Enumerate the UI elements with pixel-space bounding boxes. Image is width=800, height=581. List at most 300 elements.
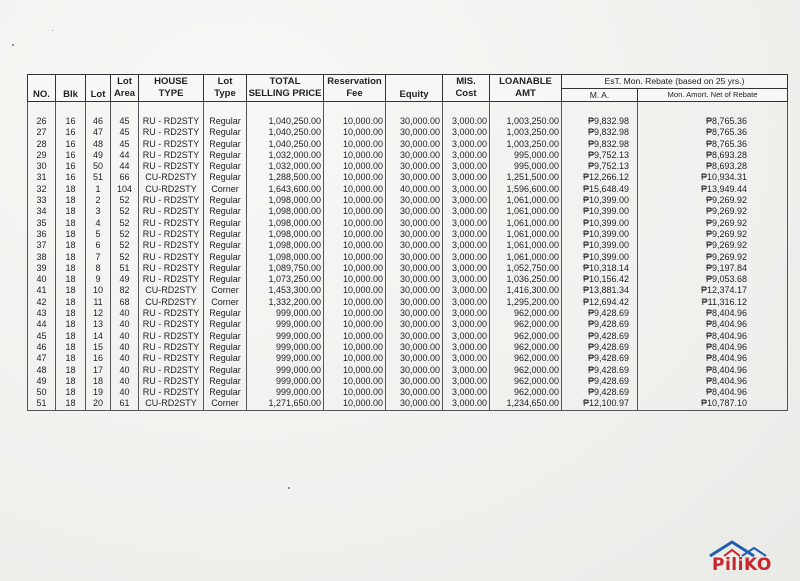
cell-loanable-amt: 1,596,600.00 [490, 184, 562, 195]
cell-mis-cost: 3,000.00 [443, 116, 490, 127]
cell-no: 36 [28, 229, 56, 240]
cell-mis-cost: 3,000.00 [443, 139, 490, 150]
col-total-selling-price [247, 75, 324, 102]
cell-reservation-fee: 10,000.00 [324, 252, 386, 263]
cell-loanable-amt: 1,036,250.00 [490, 274, 562, 285]
cell-total-selling-price: 1,098,000.00 [247, 252, 324, 263]
cell-house-type: CU-RD2STY [139, 297, 204, 308]
cell-net-rebate: ₱9,269.92 [638, 218, 788, 229]
cell-lot: 46 [86, 116, 111, 127]
cell-house-type: CU-RD2STY [139, 398, 204, 410]
cell-ma: ₱10,399.00 [562, 240, 638, 251]
table-row [28, 139, 788, 150]
cell-loanable-amt: 962,000.00 [490, 376, 562, 387]
cell-house-type: CU-RD2STY [139, 285, 204, 296]
cell-house-type: RU - RD2STY [139, 319, 204, 330]
cell-lot: 17 [86, 365, 111, 376]
cell-blk: 18 [56, 240, 86, 251]
cell-lot-type: Regular [204, 387, 247, 398]
cell-mis-cost: 3,000.00 [443, 127, 490, 138]
cell-total-selling-price: 999,000.00 [247, 308, 324, 319]
col-lot-area-line1: Lot [117, 76, 132, 87]
cell-house-type: RU - RD2STY [139, 206, 204, 217]
cell-ma: ₱9,832.98 [562, 127, 638, 138]
cell-no: 38 [28, 252, 56, 263]
cell-equity: 30,000.00 [386, 274, 443, 285]
cell-lot-type: Corner [204, 184, 247, 195]
table-row [28, 263, 788, 274]
cell-mis-cost: 3,000.00 [443, 218, 490, 229]
cell-house-type: RU - RD2STY [139, 263, 204, 274]
cell-lot-type: Regular [204, 353, 247, 364]
cell-reservation-fee: 10,000.00 [324, 376, 386, 387]
cell-lot-type: Regular [204, 263, 247, 274]
cell-no: 28 [28, 139, 56, 150]
cell-no: 34 [28, 206, 56, 217]
cell-total-selling-price: 1,040,250.00 [247, 127, 324, 138]
cell-lot-area: 52 [111, 240, 139, 251]
cell-reservation-fee: 10,000.00 [324, 206, 386, 217]
table-row [28, 274, 788, 285]
cell-equity: 30,000.00 [386, 240, 443, 251]
cell-total-selling-price: 1,040,250.00 [247, 139, 324, 150]
col-res-line1: Reservation [327, 76, 382, 87]
cell-no: 42 [28, 297, 56, 308]
cell-house-type: RU - RD2STY [139, 218, 204, 229]
cell-total-selling-price: 1,271,650.00 [247, 398, 324, 410]
cell-mis-cost: 3,000.00 [443, 331, 490, 342]
cell-lot-type: Regular [204, 342, 247, 353]
cell-lot: 1 [86, 184, 111, 195]
cell-blk: 18 [56, 229, 86, 240]
cell-reservation-fee: 10,000.00 [324, 161, 386, 172]
cell-loanable-amt: 962,000.00 [490, 365, 562, 376]
cell-lot: 7 [86, 252, 111, 263]
cell-equity: 30,000.00 [386, 263, 443, 274]
cell-ma: ₱10,399.00 [562, 206, 638, 217]
cell-lot-area: 40 [111, 353, 139, 364]
cell-no: 30 [28, 161, 56, 172]
cell-lot-area: 52 [111, 206, 139, 217]
cell-no: 27 [28, 127, 56, 138]
cell-loanable-amt: 1,061,000.00 [490, 195, 562, 206]
cell-mis-cost: 3,000.00 [443, 297, 490, 308]
cell-loanable-amt: 962,000.00 [490, 387, 562, 398]
cell-no: 41 [28, 285, 56, 296]
cell-net-rebate: ₱9,269.92 [638, 195, 788, 206]
cell-lot-type: Regular [204, 274, 247, 285]
cell-equity: 30,000.00 [386, 365, 443, 376]
cell-total-selling-price: 1,288,500.00 [247, 172, 324, 183]
cell-loanable-amt: 1,061,000.00 [490, 218, 562, 229]
cell-equity: 30,000.00 [386, 387, 443, 398]
cell-ma: ₱13,881.34 [562, 285, 638, 296]
cell-blk: 18 [56, 387, 86, 398]
cell-lot-type: Regular [204, 365, 247, 376]
cell-equity: 30,000.00 [386, 342, 443, 353]
cell-loanable-amt: 1,251,500.00 [490, 172, 562, 183]
cell-lot-type: Regular [204, 127, 247, 138]
cell-net-rebate: ₱9,269.92 [638, 229, 788, 240]
speck [288, 487, 290, 489]
cell-lot-type: Regular [204, 308, 247, 319]
cell-loanable-amt: 1,295,200.00 [490, 297, 562, 308]
cell-ma: ₱9,428.69 [562, 319, 638, 330]
cell-total-selling-price: 1,032,000.00 [247, 161, 324, 172]
cell-net-rebate: ₱13,949.44 [638, 184, 788, 195]
cell-total-selling-price: 1,332,200.00 [247, 297, 324, 308]
cell-total-selling-price: 999,000.00 [247, 331, 324, 342]
cell-reservation-fee: 10,000.00 [324, 274, 386, 285]
cell-reservation-fee: 10,000.00 [324, 353, 386, 364]
cell-blk: 16 [56, 127, 86, 138]
cell-blk: 18 [56, 285, 86, 296]
col-lot: Lot [86, 75, 111, 102]
cell-equity: 30,000.00 [386, 127, 443, 138]
cell-house-type: RU - RD2STY [139, 150, 204, 161]
cell-lot-area: 45 [111, 116, 139, 127]
col-tsp-line1: TOTAL [269, 76, 301, 87]
cell-no: 49 [28, 376, 56, 387]
cell-total-selling-price: 999,000.00 [247, 353, 324, 364]
cell-loanable-amt: 1,061,000.00 [490, 252, 562, 263]
table-row [28, 285, 788, 296]
cell-lot-area: 52 [111, 229, 139, 240]
cell-loanable-amt: 1,003,250.00 [490, 127, 562, 138]
cell-equity: 30,000.00 [386, 150, 443, 161]
cell-lot-area: 40 [111, 376, 139, 387]
cell-total-selling-price: 1,453,300.00 [247, 285, 324, 296]
cell-lot-type: Regular [204, 252, 247, 263]
cell-lot: 4 [86, 218, 111, 229]
cell-reservation-fee: 10,000.00 [324, 195, 386, 206]
cell-lot-area: 61 [111, 398, 139, 410]
cell-blk: 18 [56, 297, 86, 308]
cell-house-type: RU - RD2STY [139, 353, 204, 364]
cell-net-rebate: ₱8,765.36 [638, 127, 788, 138]
cell-lot-area: 44 [111, 161, 139, 172]
cell-lot: 15 [86, 342, 111, 353]
cell-house-type: RU - RD2STY [139, 127, 204, 138]
cell-no: 43 [28, 308, 56, 319]
cell-total-selling-price: 1,098,000.00 [247, 195, 324, 206]
cell-loanable-amt: 962,000.00 [490, 331, 562, 342]
cell-ma: ₱9,428.69 [562, 376, 638, 387]
cell-mis-cost: 3,000.00 [443, 285, 490, 296]
cell-total-selling-price: 1,073,250.00 [247, 274, 324, 285]
cell-lot: 13 [86, 319, 111, 330]
table-row [28, 116, 788, 127]
cell-total-selling-price: 999,000.00 [247, 342, 324, 353]
col-ma: M. A. [562, 88, 638, 102]
cell-blk: 18 [56, 252, 86, 263]
cell-house-type: RU - RD2STY [139, 229, 204, 240]
cell-reservation-fee: 10,000.00 [324, 116, 386, 127]
cell-blk: 18 [56, 263, 86, 274]
cell-no: 44 [28, 319, 56, 330]
cell-blk: 18 [56, 274, 86, 285]
cell-lot-type: Regular [204, 218, 247, 229]
cell-lot: 51 [86, 172, 111, 183]
table-row [28, 319, 788, 330]
cell-reservation-fee: 10,000.00 [324, 285, 386, 296]
cell-loanable-amt: 962,000.00 [490, 342, 562, 353]
cell-house-type: RU - RD2STY [139, 139, 204, 150]
cell-lot-area: 51 [111, 263, 139, 274]
cell-total-selling-price: 1,089,750.00 [247, 263, 324, 274]
cell-mis-cost: 3,000.00 [443, 319, 490, 330]
col-rebate-group: EsT. Mon. Rebate (based on 25 yrs.) [562, 75, 788, 89]
cell-total-selling-price: 999,000.00 [247, 319, 324, 330]
table-row [28, 365, 788, 376]
table-row [28, 184, 788, 195]
cell-lot-area: 40 [111, 365, 139, 376]
table-row [28, 376, 788, 387]
price-table [27, 74, 788, 411]
table-row [28, 297, 788, 308]
cell-ma: ₱9,752.13 [562, 161, 638, 172]
cell-house-type: RU - RD2STY [139, 387, 204, 398]
cell-loanable-amt: 1,416,300.00 [490, 285, 562, 296]
col-no: NO. [28, 75, 56, 102]
cell-mis-cost: 3,000.00 [443, 252, 490, 263]
cell-lot-type: Regular [204, 161, 247, 172]
cell-house-type: RU - RD2STY [139, 240, 204, 251]
table-row [28, 240, 788, 251]
cell-ma: ₱12,694.42 [562, 297, 638, 308]
cell-no: 40 [28, 274, 56, 285]
cell-net-rebate: ₱10,787.10 [638, 398, 788, 410]
cell-lot: 2 [86, 195, 111, 206]
cell-house-type: RU - RD2STY [139, 308, 204, 319]
cell-house-type: RU - RD2STY [139, 342, 204, 353]
table-row [28, 195, 788, 206]
cell-reservation-fee: 10,000.00 [324, 308, 386, 319]
cell-lot: 20 [86, 398, 111, 410]
col-lot-type-line2: Type [214, 88, 236, 99]
cell-reservation-fee: 10,000.00 [324, 387, 386, 398]
cell-mis-cost: 3,000.00 [443, 365, 490, 376]
col-mis-line2: Cost [455, 88, 477, 99]
col-loan-line2: AMT [515, 88, 536, 99]
col-equity: Equity [386, 75, 443, 102]
table-row [28, 387, 788, 398]
cell-mis-cost: 3,000.00 [443, 240, 490, 251]
cell-mis-cost: 3,000.00 [443, 263, 490, 274]
cell-no: 39 [28, 263, 56, 274]
cell-lot-area: 66 [111, 172, 139, 183]
cell-house-type: RU - RD2STY [139, 195, 204, 206]
cell-lot: 9 [86, 274, 111, 285]
col-lot-area [111, 75, 139, 102]
cell-lot: 5 [86, 229, 111, 240]
cell-no: 33 [28, 195, 56, 206]
cell-mis-cost: 3,000.00 [443, 387, 490, 398]
cell-lot-area: 40 [111, 308, 139, 319]
cell-lot-area: 45 [111, 139, 139, 150]
cell-equity: 30,000.00 [386, 116, 443, 127]
cell-lot: 10 [86, 285, 111, 296]
cell-net-rebate: ₱10,934.31 [638, 172, 788, 183]
cell-ma: ₱15,648.49 [562, 184, 638, 195]
cell-ma: ₱9,428.69 [562, 331, 638, 342]
cell-ma: ₱12,266.12 [562, 172, 638, 183]
piliko-logo [702, 538, 792, 576]
cell-equity: 30,000.00 [386, 376, 443, 387]
cell-lot-type: Regular [204, 376, 247, 387]
cell-no: 32 [28, 184, 56, 195]
cell-equity: 30,000.00 [386, 206, 443, 217]
col-house-type [139, 75, 204, 102]
cell-lot-type: Corner [204, 398, 247, 410]
cell-lot-area: 49 [111, 274, 139, 285]
cell-loanable-amt: 962,000.00 [490, 308, 562, 319]
cell-ma: ₱9,428.69 [562, 353, 638, 364]
table-row [28, 150, 788, 161]
cell-net-rebate: ₱8,404.96 [638, 331, 788, 342]
cell-lot-area: 40 [111, 387, 139, 398]
cell-blk: 18 [56, 308, 86, 319]
cell-ma: ₱9,428.69 [562, 387, 638, 398]
cell-reservation-fee: 10,000.00 [324, 218, 386, 229]
cell-reservation-fee: 10,000.00 [324, 139, 386, 150]
cell-reservation-fee: 10,000.00 [324, 365, 386, 376]
cell-lot: 50 [86, 161, 111, 172]
table-row [28, 229, 788, 240]
cell-equity: 30,000.00 [386, 398, 443, 410]
cell-blk: 18 [56, 195, 86, 206]
cell-lot-area: 40 [111, 319, 139, 330]
cell-loanable-amt: 1,061,000.00 [490, 240, 562, 251]
cell-blk: 18 [56, 376, 86, 387]
cell-net-rebate: ₱9,269.92 [638, 240, 788, 251]
cell-lot: 6 [86, 240, 111, 251]
cell-net-rebate: ₱8,693.28 [638, 161, 788, 172]
cell-loanable-amt: 1,052,750.00 [490, 263, 562, 274]
cell-blk: 16 [56, 161, 86, 172]
cell-equity: 30,000.00 [386, 308, 443, 319]
col-res-line2: Fee [346, 88, 363, 99]
cell-net-rebate: ₱11,316.12 [638, 297, 788, 308]
col-blk: Blk [56, 75, 86, 102]
cell-lot: 12 [86, 308, 111, 319]
cell-total-selling-price: 999,000.00 [247, 376, 324, 387]
col-house-type-line2: TYPE [158, 88, 184, 99]
cell-lot: 8 [86, 263, 111, 274]
cell-reservation-fee: 10,000.00 [324, 331, 386, 342]
cell-lot-area: 52 [111, 195, 139, 206]
col-net-rebate: Mon. Amort. Net of Rebate [638, 88, 788, 102]
cell-loanable-amt: 1,234,650.00 [490, 398, 562, 410]
cell-lot-area: 40 [111, 342, 139, 353]
col-loanable-amt [490, 75, 562, 102]
cell-equity: 30,000.00 [386, 285, 443, 296]
cell-no: 26 [28, 116, 56, 127]
cell-equity: 40,000.00 [386, 184, 443, 195]
cell-lot: 48 [86, 139, 111, 150]
cell-mis-cost: 3,000.00 [443, 206, 490, 217]
cell-equity: 30,000.00 [386, 218, 443, 229]
cell-blk: 18 [56, 398, 86, 410]
cell-no: 47 [28, 353, 56, 364]
cell-loanable-amt: 1,003,250.00 [490, 116, 562, 127]
cell-lot-type: Corner [204, 297, 247, 308]
cell-mis-cost: 3,000.00 [443, 342, 490, 353]
cell-reservation-fee: 10,000.00 [324, 127, 386, 138]
cell-loanable-amt: 1,061,000.00 [490, 206, 562, 217]
cell-reservation-fee: 10,000.00 [324, 150, 386, 161]
cell-no: 31 [28, 172, 56, 183]
table-row [28, 308, 788, 319]
cell-ma: ₱10,399.00 [562, 218, 638, 229]
cell-total-selling-price: 1,643,600.00 [247, 184, 324, 195]
cell-net-rebate: ₱8,404.96 [638, 376, 788, 387]
cell-total-selling-price: 1,098,000.00 [247, 229, 324, 240]
cell-mis-cost: 3,000.00 [443, 229, 490, 240]
cell-blk: 16 [56, 116, 86, 127]
cell-lot-type: Regular [204, 240, 247, 251]
cell-blk: 18 [56, 218, 86, 229]
cell-loanable-amt: 1,003,250.00 [490, 139, 562, 150]
cell-ma: ₱10,399.00 [562, 195, 638, 206]
cell-ma: ₱10,318.14 [562, 263, 638, 274]
cell-lot: 19 [86, 387, 111, 398]
cell-house-type: RU - RD2STY [139, 365, 204, 376]
cell-ma: ₱10,399.00 [562, 229, 638, 240]
cell-mis-cost: 3,000.00 [443, 353, 490, 364]
cell-reservation-fee: 10,000.00 [324, 229, 386, 240]
cell-mis-cost: 3,000.00 [443, 161, 490, 172]
cell-blk: 18 [56, 319, 86, 330]
cell-reservation-fee: 10,000.00 [324, 319, 386, 330]
cell-ma: ₱9,832.98 [562, 139, 638, 150]
cell-mis-cost: 3,000.00 [443, 308, 490, 319]
col-tsp-line2: SELLING PRICE [248, 88, 322, 99]
cell-equity: 30,000.00 [386, 195, 443, 206]
cell-house-type: CU-RD2STY [139, 172, 204, 183]
cell-mis-cost: 3,000.00 [443, 376, 490, 387]
cell-equity: 30,000.00 [386, 331, 443, 342]
cell-lot: 47 [86, 127, 111, 138]
cell-equity: 30,000.00 [386, 139, 443, 150]
cell-blk: 18 [56, 184, 86, 195]
cell-net-rebate: ₱9,269.92 [638, 206, 788, 217]
cell-lot-area: 82 [111, 285, 139, 296]
cell-house-type: RU - RD2STY [139, 116, 204, 127]
cell-loanable-amt: 1,061,000.00 [490, 229, 562, 240]
cell-ma: ₱9,428.69 [562, 342, 638, 353]
cell-ma: ₱9,428.69 [562, 308, 638, 319]
table-row [28, 172, 788, 183]
col-mis-line1: MIS. [456, 76, 476, 87]
logo-wordmark: PiliKO [712, 555, 772, 575]
cell-reservation-fee: 10,000.00 [324, 172, 386, 183]
cell-reservation-fee: 10,000.00 [324, 342, 386, 353]
cell-blk: 18 [56, 353, 86, 364]
cell-reservation-fee: 10,000.00 [324, 184, 386, 195]
cell-mis-cost: 3,000.00 [443, 172, 490, 183]
table-body [28, 102, 788, 411]
cell-equity: 30,000.00 [386, 161, 443, 172]
cell-house-type: RU - RD2STY [139, 252, 204, 263]
cell-no: 37 [28, 240, 56, 251]
cell-net-rebate: ₱9,269.92 [638, 252, 788, 263]
cell-blk: 18 [56, 331, 86, 342]
cell-no: 35 [28, 218, 56, 229]
cell-lot: 49 [86, 150, 111, 161]
cell-total-selling-price: 1,098,000.00 [247, 240, 324, 251]
cell-total-selling-price: 1,032,000.00 [247, 150, 324, 161]
